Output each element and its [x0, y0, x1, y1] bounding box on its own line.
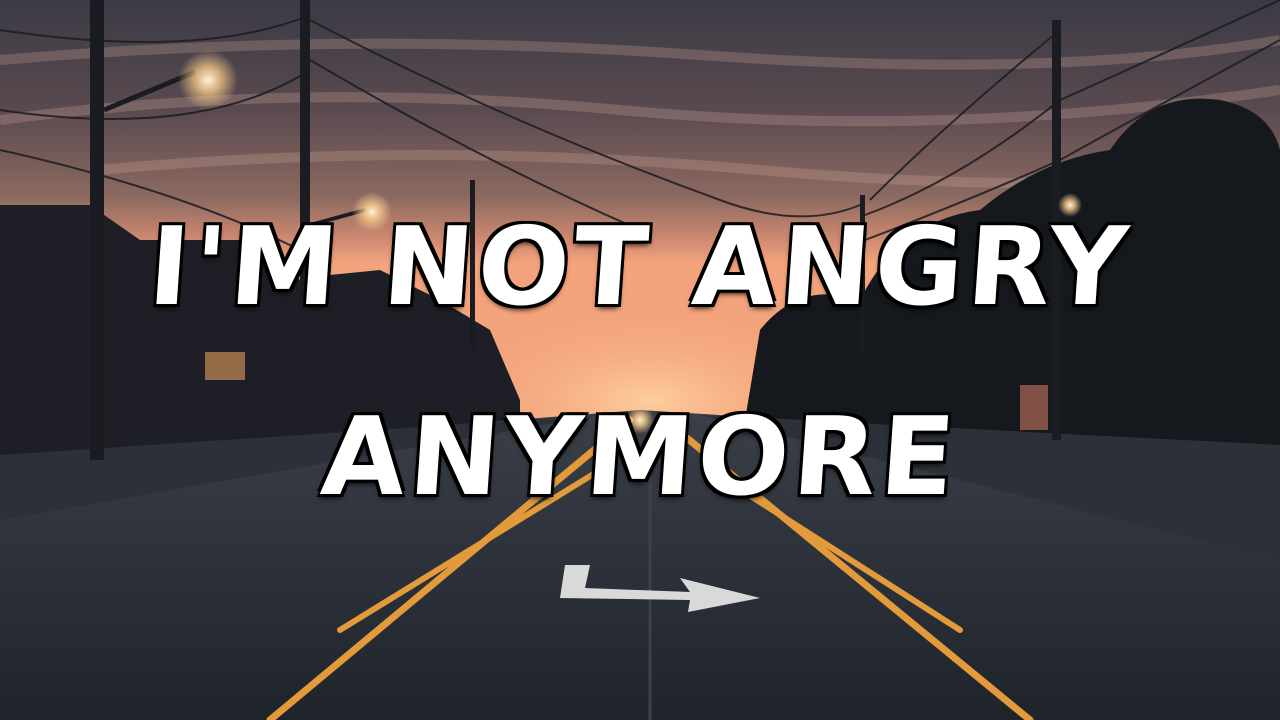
lyric-line-1: I'M NOT ANGRY: [144, 205, 1136, 330]
lyric-line-2: ANYMORE: [317, 395, 963, 520]
house-window: [205, 352, 245, 380]
